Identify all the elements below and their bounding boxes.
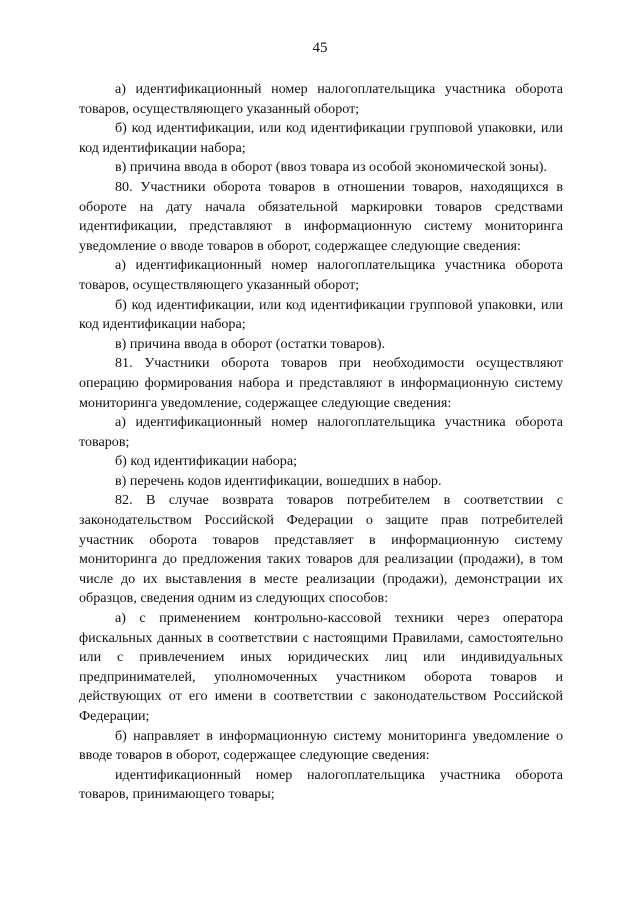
paragraph-item-b-1: б) код идентификации, или код идентификации групповой упаковки, или код идентификации набора;	[79, 120, 563, 156]
paragraph-item-a-4: а) с применением контрольно-кассовой техники через оператора фискальных данных в соответствии с настоящими Правилами, самостоятельно или с привлечением иных юридических лиц или индивидуальных предпринимателей, уполномоченных участником оборота товаров и действующих от его имени в соответствии с законодательством Российской Федерации;	[79, 610, 563, 724]
paragraph-82: 82. В случае возврата товаров потребителем в соответствии с законодательством Российской Федерации о защите прав потребителей участник оборота товаров представляет в информационную систему мониторинга до предложения таких товаров для реализации (продажи), в том числе до их выставления в месте реализации (продажи), демонстрации их образцов, сведения одним из следующих способов:	[79, 492, 563, 607]
paragraph-81: 81. Участники оборота товаров при необходимости осуществляют операцию формирования набора и представляют в информационную систему мониторинга уведомление, содержащее следующие сведения:	[79, 355, 563, 411]
paragraph-item-c-2: в) причина ввода в оборот (остатки товаров).	[115, 335, 386, 352]
paragraph-item-c-3: в) перечень кодов идентификации, вошедших в набор.	[115, 472, 442, 489]
paragraph-item-a-1: а) идентификационный номер налогоплательщика участника оборота товаров, осуществляющего указанный оборот;	[79, 81, 563, 117]
document-body	[79, 80, 563, 805]
paragraph-80: 80. Участники оборота товаров в отношении товаров, находящихся в обороте на дату начала обязательной маркировки товаров средствами идентификации, представляют в информационную систему мониторинга уведомление о вводе товаров в оборот, содержащее следующие сведения:	[79, 178, 563, 254]
paragraph-item-b-2: б) код идентификации, или код идентификации групповой упаковки, или код идентификации набора;	[79, 296, 563, 333]
paragraph-item-a-2: а) идентификационный номер налогоплательщика участника оборота товаров, осуществляющего указанный оборот;	[79, 257, 563, 293]
page-number: 45	[312, 40, 328, 56]
paragraph-item-c-1: в) причина ввода в оборот (ввоз товара из особой экономической зоны).	[115, 159, 547, 176]
paragraph-item-a-3: а) идентификационный номер налогоплательщика участника оборота товаров;	[79, 414, 563, 450]
paragraph-item-b-4: б) направляет в информационную систему мониторинга уведомление о вводе товаров в оборот, содержащее следующие сведения:	[79, 727, 563, 764]
paragraph-item-b-3: б) код идентификации набора;	[115, 453, 298, 470]
paragraph-subitem-inn: идентификационный номер налогоплательщика участника оборота товаров, принимающего товары;	[79, 766, 563, 803]
